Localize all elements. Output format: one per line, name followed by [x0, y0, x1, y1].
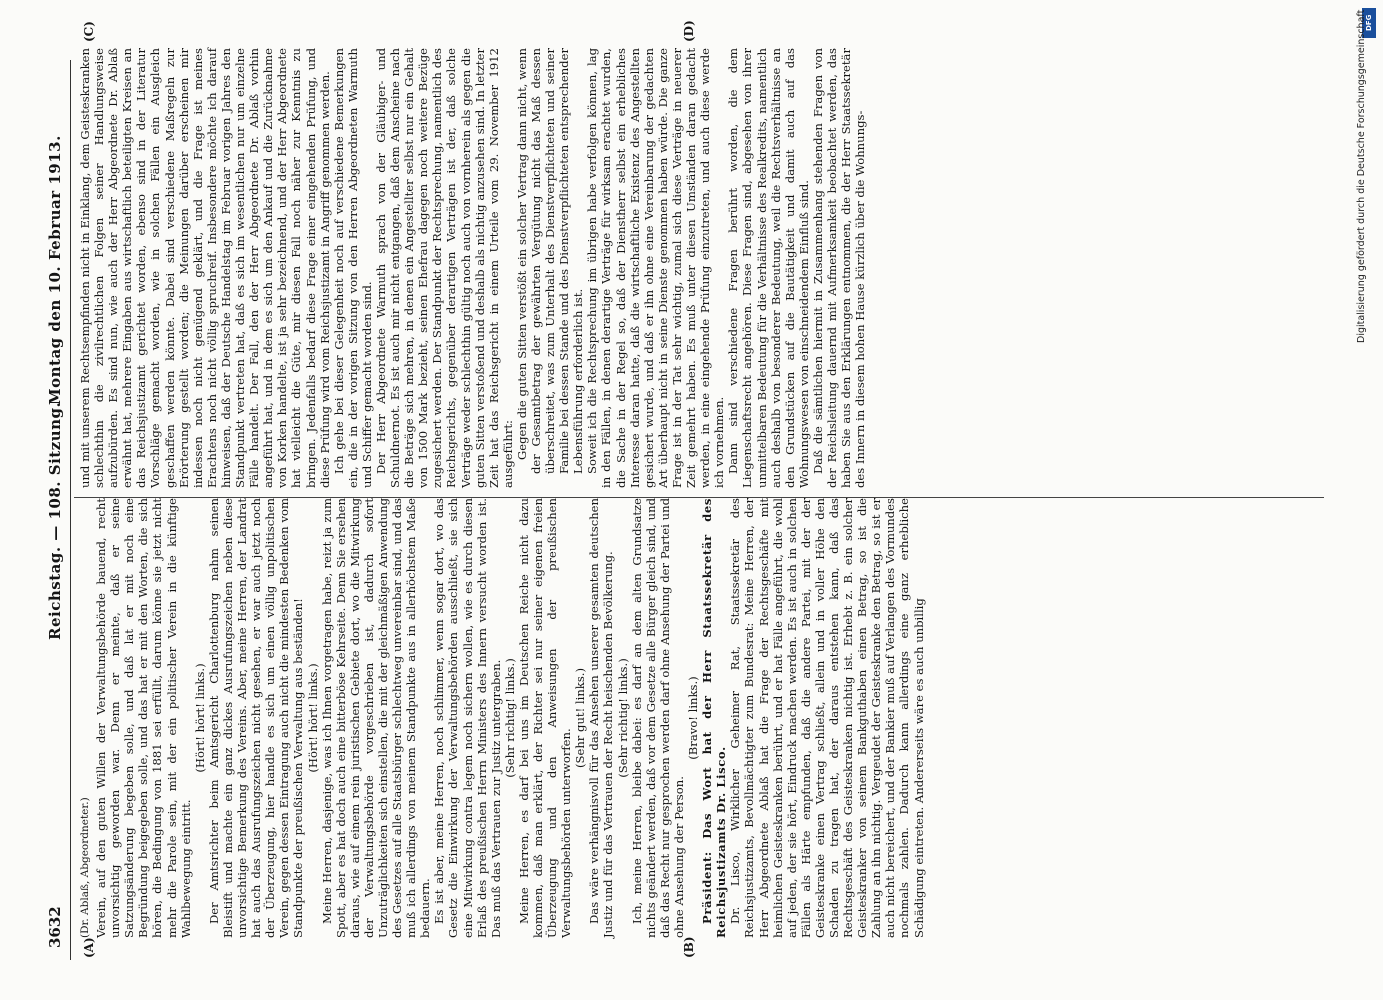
page-number: 3632	[46, 906, 64, 948]
dfg-logo: DFG	[1362, 8, 1376, 38]
paragraph: Soweit ich die Rechtsprechung im übrigen habe verfolgen können, lag in den Fällen, in denen derartige Verträge für wirksam erachtet wurden, die Sache in der Regel so, daß der Dienstherr selbst ein erhebliches Interesse daran hatte, daß die wirtschaftliche Existenz des Angestellten gesichert wurde, und daß er ihn ohne eine Vereinbarung der gedachten Art überhaupt nicht in seine Dienste genommen haben würde. Die ganze Frage ist in der Tat sehr wichtig, zumal sich diese Verträge in neuerer Zeit gemehrt haben. Es muß unter diesen Umständen daran gedacht werden, in eine eingehende Prüfung einzutreten, und auch diese werde ich vornehmen.	[585, 48, 727, 488]
interjection: (Sehr gut! links.)	[573, 668, 588, 768]
paragraph: Das wäre verhängnisvoll für das Ansehen unserer gesamten deutschen Justiz und für das Vertrauen der Recht heischenden Bevölkerung.	[587, 498, 616, 938]
paragraph: Der Amtsrichter beim Amtsgericht Charlottenburg nahm seinen Bleistift und machte ein ganz dickes Ausrufungszeichen neben diese unvorsichtige Bemerkung des Vereins. Aber, meine Herren, der Landrat hat auch das Ausrufungszeichen nicht gesehen, er war auch jetzt noch der Überzeugung, hier handle es sich um einen völlig unpolitischen Verein, gegen dessen Eintragung auch nicht die mindesten Bedenken vom Standpunkte der preußischen Verwaltung aus beständen!	[206, 498, 306, 938]
interjection: (Bravo! links.)	[686, 676, 701, 760]
session-date: Montag den 10. Februar 1913.	[46, 135, 64, 405]
credit-text: Digitalisierung gefördert durch die Deutsche Forschungsgemeinschaft	[1356, 10, 1367, 344]
margin-marker-b: (B)	[682, 936, 696, 958]
paragraph: Meine Herren, dasjenige, was ich Ihnen vorgetragen habe, reizt ja zum Spott, aber es hat doch auch eine bitterböse Kehrseite. Denn Sie ersehen daraus, wie auf einem rein juristischen Gebiete dort, wo die Mitwirkung der Verwaltungsbehörde vorgeschrieben ist, dadurch sofort Unzuträglichkeiten sich einstellen, die mit der gleichmäßigen Anwendung des Gesetzes auf alle Staatsbürger schlechtweg unvereinbar sind, und das muß ich allerdings von meinem Standpunkte aus in allerhöchstem Maße bedauern.	[319, 498, 433, 938]
page-header	[40, 40, 74, 960]
paragraph: Es ist aber, meine Herren, noch schlimmer, wenn sogar dort, wo das Gesetz die Einwirkung der Verwaltungsbehörden ausschließt, sie sich eine Mitwirkung contra legem noch sichern wollen, wie es durch diesen Erlaß des preußischen Herrn Ministers des Innern versucht worden ist. Das muß das Vertrauen zur Justiz untergraben.	[432, 498, 503, 938]
president-statement: Präsident: Das Wort hat der Herr Staatssekretär des Reichsjustizamts Dr. Lisco.	[700, 498, 729, 938]
right-text-column	[78, 48, 867, 488]
speaker-note: (Dr. Ablaß, Abgeordneter.)	[79, 797, 91, 938]
paragraph: Ich gehe bei dieser Gelegenheit noch auf verschiedene Bemerkungen ein, die in der vorigen Sitzung von den Herren Abgeordneten Warmuth und Schiffer gemacht worden sind.	[331, 48, 374, 488]
paragraph: und mit unserem Rechtsempfinden nicht in Einklang, dem Geisteskranken schlechthin die zivilrechtlichen Folgen seiner Handlungsweise aufzubürden. Es sind nun, wie auch der Herr Abgeordnete Dr. Ablaß erwähnt hat, mehrere Eingaben aus wirtschaftlich beteiligten Kreisen an das Reichsjustizamt gerichtet worden, ebenso sind in der Literatur Vorschläge gemacht worden, wie in solchen Fällen ein Ausgleich geschaffen werden könnte. Dabei sind verschiedene Maßregeln zur Erörterung gestellt worden; die Meinungen darüber erscheinen mir indessen noch nicht genügend geklärt, und die Frage ist meines Erachtens noch nicht völlig spruchreif. Insbesondere möchte ich darauf hinweisen, daß der Deutsche Handelstag im Februar vorigen Jahres den Standpunkt vertreten hat, daß es sich im wesentlichen nur um einzelne Fälle handelt. Der Fall, den der Herr Abgeordnete Dr. Ablaß vorhin angeführt hat, und in dem es sich um den Ankauf und die Zurücknahme von Korken handelte, ist ja sehr bezeichnend, und der Herr Abgeordnete hat vielleicht die Güte, mir diesen Fall noch näher zur Kenntnis zu bringen. Jedenfalls bedarf diese Frage einer eingehenden Prüfung, und diese Prüfung wird vom Reichsjustizamt in Angriff genommen werden.	[78, 48, 332, 488]
interjection: (Hört! hört! links.)	[192, 663, 207, 773]
paragraph: Dann sind verschiedene Fragen berührt worden, die dem Liegenschaftsrecht angehören. Diese Fragen sind, abgesehen von ihrer unmittelbaren Bedeutung für die Verhältnisse des Realkredits, namentlich auch deshalb von besonderer Bedeutung, weil die Rechtsverhältnisse an den Grundstücken auf die Bautätigkeit und damit auch auf das Wohnungswesen von einschneidendem Einfluß sind.	[726, 48, 811, 488]
header-divider	[70, 60, 71, 960]
interjection: (Sehr richtig! links.)	[502, 658, 517, 778]
interjection: (Sehr richtig! links.)	[615, 658, 630, 778]
left-text-column	[78, 498, 926, 938]
paragraph: Daß die sämtlichen hiermit in Zusammenhang stehenden Fragen von der Reichsleitung dauernd mit Aufmerksamkeit beobachtet werden, das haben Sie aus den Erklärungen entnommen, die der Herr Staatssekretär des Innern in diesem hohen Hause kürzlich über die Wohnungs-	[810, 48, 868, 488]
session-title: Reichstag. — 108. Sitzung.	[46, 401, 64, 640]
quoted-paragraph: Gegen die guten Sitten verstößt ein solcher Vertrag dann nicht, wenn der Gesamtbetrag der gewährten Vergütung nicht das Maß dessen überschreitet, was zum Unterhalt des Dienstverpflichteten und seiner Familie bei dessen Stande und des Dienstverpflichteten entsprechender Lebensführung erforderlich ist.	[514, 48, 586, 474]
paragraph: Meine Herren, es darf bei uns im Deutschen Reiche nicht dazu kommen, daß man erklärt, der Richter sei nur seiner eigenen freien Überzeugung und den Anweisungen der preußischen Verwaltungsbehörden unterworfen.	[516, 498, 574, 938]
margin-marker-c: (C)	[82, 21, 96, 42]
digitization-credit	[1356, 10, 1378, 750]
paragraph: Der Herr Abgeordnete Warmuth sprach von der Gläubiger- und Schuldnernot. Es ist auch mir nicht entgangen, daß dem Anscheine nach die Beträge sich mehren, in denen ein Angestellter selbst nur ein Gehalt von 1500 Mark bezieht, seinen Ehefrau dagegen noch weitere Bezüge zugesichert werden. Der Standpunkt der Rechtsprechung, namentlich des Reichsgerichts, gegenüber derartigen Verträgen ist der, daß solche Verträge weder schlechthin gültig noch auch von vornherein als gegen die guten Sitten verstoßend und deshalb als nichtig anzusehen sind. In letzter Zeit hat das Reichsgericht in einem Urteile vom 29. November 1912 ausgeführt:	[373, 48, 515, 488]
interjection: (Hört! hört! links.)	[305, 663, 320, 773]
paragraph: Ich, meine Herren, bleibe dabei: es darf an dem alten Grundsatze nichts geändert werden, daß vor dem Gesetze alle Bürger gleich sind, und daß das Recht nur gesprochen werden darf ohne Ansehung der Partei und ohne Ansehung der Person.	[629, 498, 686, 938]
margin-marker-d: (D)	[682, 20, 696, 42]
margin-marker-a: (A)	[82, 937, 96, 958]
paragraph: Verein, auf den guten Willen der Verwaltungsbehörde bauend, recht unvorsichtig geworden war. Denn er meinte, daß er seine Satzungsänderung begeben solle, und daß lat er mit noch eine Begründung beigegeben solle, und das hat er mit den Worten, die sich hören, die Bedingung von 1881 sei erfüllt, darum könne sie jetzt nicht mehr die Parole sein, mit der ein politischer Verein in die künftige Wahlbewegung eintritt.	[94, 498, 193, 938]
paragraph: Dr. Lisco, Wirklicher Geheimer Rat, Staatssekretär des Reichsjustizamts, Bevollmächtigter zum Bundesrat: Meine Herren, der Herr Abgeordnete Ablaß hat die Frage der Rechtsgeschäfte mit heimlichen Geisteskranken berührt, und er hat Fälle angeführt, die wohl auf jeden, der sie hört, Eindruck machen werden. Es ist auch in solchen Fällen als Härte empfunden, daß die andere Partei, mit der der Geisteskranke einen Vertrag schließt, allein und in voller Höhe den Schaden zu tragen hat, der daraus entstehen kann, daß das Rechtsgeschäft des Geisteskranken nichtig ist. Erhebt z. B. ein solcher Geisteskranker von seinem Bankguthaben einen Betrag, so ist die Zahlung an ihn nichtig. Vergeudet der Geisteskranke den Betrag, so ist er auch nicht bereichert, und der Bankier muß auf Verlangen des Vormundes nochmals zahlen. Dadurch kann allerdings eine ganz erhebliche Schädigung eintreten. Andererseits wäre es auch unbillig	[728, 498, 926, 938]
